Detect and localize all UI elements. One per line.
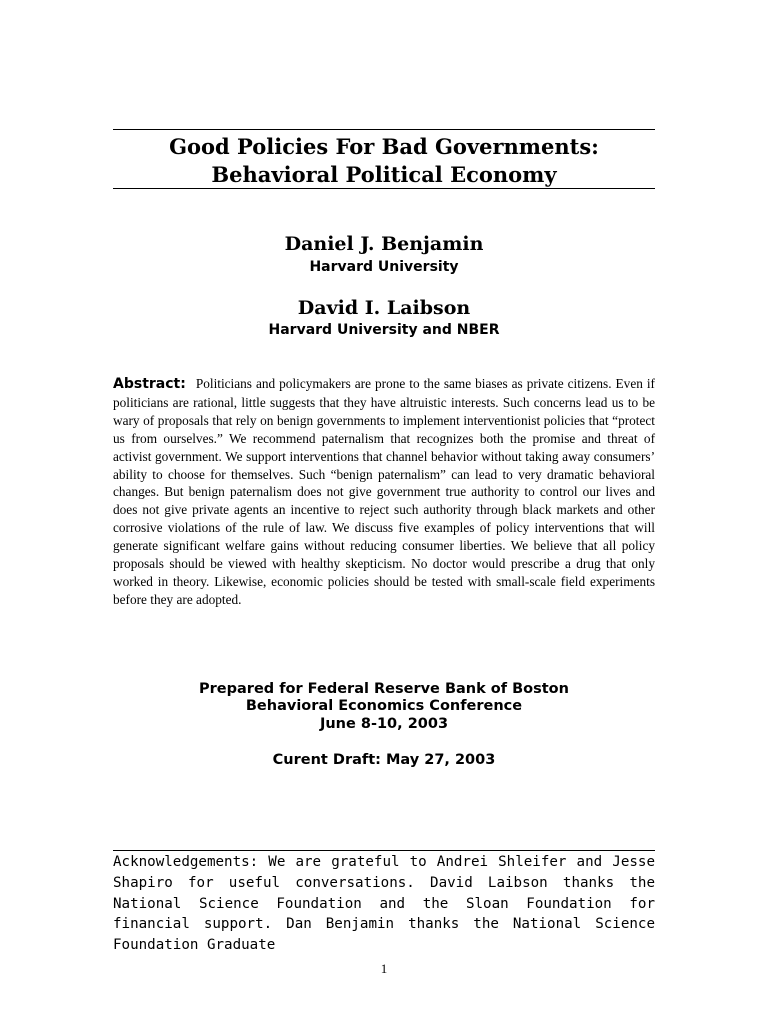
abstract-label: Abstract: bbox=[113, 376, 186, 392]
paper-title-line-2: Behavioral Political Economy bbox=[211, 162, 557, 187]
conference-line-2: Behavioral Economics Conference bbox=[245, 698, 523, 714]
abstract-text: Politicians and policymakers are prone to the same biases as private citizens. Even if politicians are rational, little suggests that they have altruistic interests. Such concerns lead us to be wary of proposals that rely on benign governments to implement interventionist policies that “protect us from ourselves.” We recommend paternalism that recognizes both the promise and threat of activist government. We support interventions that channel behavior without taking away consumers’ ability to choose for themselves. Such “benign paternalism” can lead to very dramatic behavioral changes. But benign paternalism does not give government true authority to control our lives and does not give private agents an incentive to reject such authority through black markets and other corrosive violations of the rule of law. We discuss five examples of policy interventions that will generate significant welfare gains without reducing consumer liberties. We believe that all policy proposals should be viewed with healthy skepticism. No doctor would prescribe a drug that only worked in theory. Likewise, economic policies should be tested with small-scale field experiments before they are adopted. bbox=[113, 376, 655, 607]
conference-line-1: Prepared for Federal Reserve Bank of Boston bbox=[199, 681, 569, 697]
title-rule-top bbox=[113, 129, 655, 130]
draft-date: Curent Draft: May 27, 2003 bbox=[272, 752, 496, 768]
title-rule-bottom bbox=[113, 188, 655, 189]
author-name-2: David I. Laibson bbox=[297, 297, 471, 319]
conference-dates: June 8-10, 2003 bbox=[319, 716, 449, 732]
abstract bbox=[113, 375, 655, 609]
paper-title bbox=[113, 133, 655, 189]
footnote-rule bbox=[113, 850, 655, 851]
author-affiliation-2: Harvard University and NBER bbox=[268, 322, 500, 338]
author-name-1: Daniel J. Benjamin bbox=[284, 233, 484, 255]
paper-title-line-1: Good Policies For Bad Governments: bbox=[169, 134, 599, 159]
author-affiliation-1: Harvard University bbox=[309, 259, 459, 275]
page-number: 1 bbox=[380, 961, 388, 976]
acknowledgements-footnote: Acknowledgements: We are grateful to Andrei Shleifer and Jesse Shapiro for useful conversations. David Laibson thanks the National Science Foundation and the Sloan Foundation for financial support. Dan Benjamin thanks the National Science Foundation Graduate bbox=[113, 854, 655, 954]
